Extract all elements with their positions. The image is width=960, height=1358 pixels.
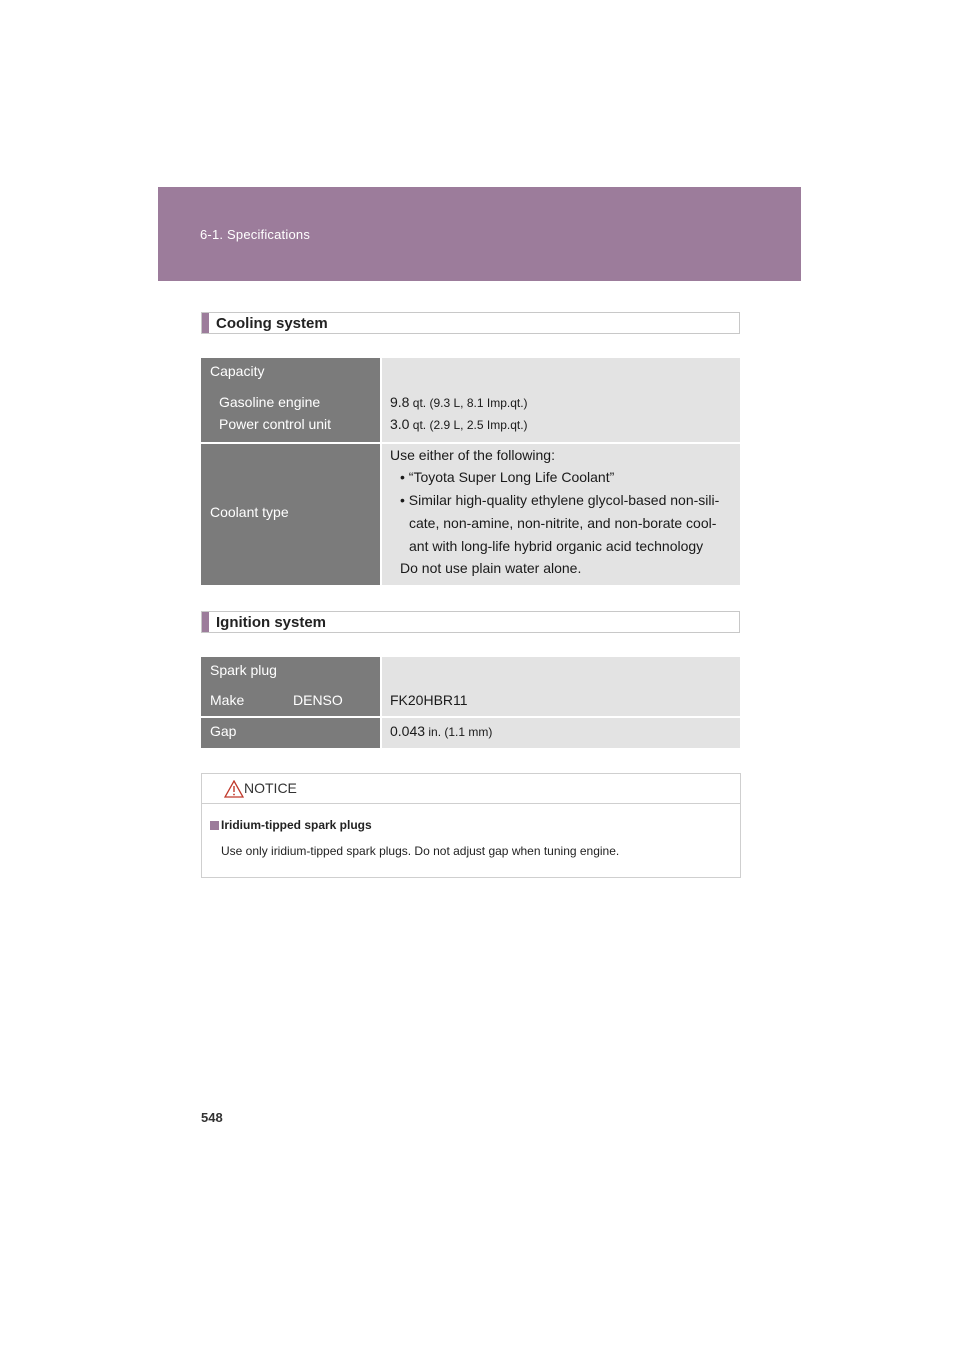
value-main: 3.0	[390, 416, 410, 432]
gap-value-cell	[382, 718, 740, 748]
coolant-row	[201, 444, 740, 585]
gap-label: Gap	[210, 723, 237, 739]
chapter-header	[158, 187, 801, 281]
notice-title: Iridium-tipped spark plugs	[221, 818, 372, 832]
square-bullet-icon	[210, 821, 219, 830]
value-main: 9.8	[390, 394, 410, 410]
capacity-row	[201, 358, 740, 442]
value-unit-tail: Imp.qt.)	[486, 418, 528, 432]
pcu-capacity-value	[390, 416, 528, 432]
capacity-label: Capacity	[210, 363, 265, 379]
capacity-value-cell	[382, 358, 740, 442]
coolant-line: ant with long-life hybrid organic acid technology	[409, 538, 704, 554]
notice-box	[201, 773, 741, 878]
section-title-text: Ignition system	[216, 614, 327, 631]
gap-row	[201, 718, 740, 748]
section-marker	[202, 612, 209, 632]
breadcrumb: 6-1. Specifications	[200, 227, 311, 242]
notice-body: Use only iridium-tipped spark plugs. Do not adjust gap when tuning engine.	[221, 844, 620, 858]
coolant-line: • “Toyota Super Long Life Coolant”	[400, 469, 615, 485]
gap-value	[390, 723, 492, 739]
gap-label-cell	[201, 718, 380, 748]
section-title-cooling	[201, 312, 740, 334]
coolant-line: Use either of the following:	[390, 447, 555, 463]
spark-plug-label: Spark plug	[210, 662, 277, 678]
capacity-label-cell	[201, 358, 380, 442]
section-title-ignition	[201, 611, 740, 633]
coolant-line: • Similar high-quality ethylene glycol-based non-sili-	[400, 492, 720, 508]
value-unit-tail: Imp.qt.)	[486, 396, 528, 410]
coolant-label-cell	[201, 444, 380, 585]
section-marker	[202, 313, 209, 333]
spark-plug-part-number: FK20HBR11	[390, 692, 468, 708]
value-unit: qt. (2.9 L, 2.5	[409, 418, 487, 432]
gasoline-capacity-value	[390, 394, 528, 410]
section-title-text: Cooling system	[216, 315, 328, 332]
value-unit: qt. (9.3 L, 8.1	[409, 396, 487, 410]
notice-header	[202, 774, 740, 804]
make-value: DENSO	[293, 692, 343, 708]
power-control-unit-label: Power control unit	[219, 416, 332, 432]
page-number: 548	[201, 1110, 223, 1125]
gasoline-engine-label: Gasoline engine	[219, 394, 321, 410]
value-unit: in. (1.1 mm)	[425, 725, 493, 739]
coolant-value-cell	[382, 444, 740, 585]
spark-plug-label-cell	[201, 657, 380, 716]
value-main: 0.043	[390, 723, 426, 739]
notice-heading: NOTICE	[244, 780, 297, 796]
make-label: Make	[210, 692, 245, 708]
coolant-line: Do not use plain water alone.	[400, 560, 582, 576]
coolant-line: cate, non-amine, non-nitrite, and non-borate cool-	[409, 515, 717, 531]
coolant-type-label: Coolant type	[210, 504, 289, 520]
warning-icon	[224, 780, 244, 798]
spark-plug-value-cell	[382, 657, 740, 716]
spark-plug-row	[201, 657, 740, 716]
